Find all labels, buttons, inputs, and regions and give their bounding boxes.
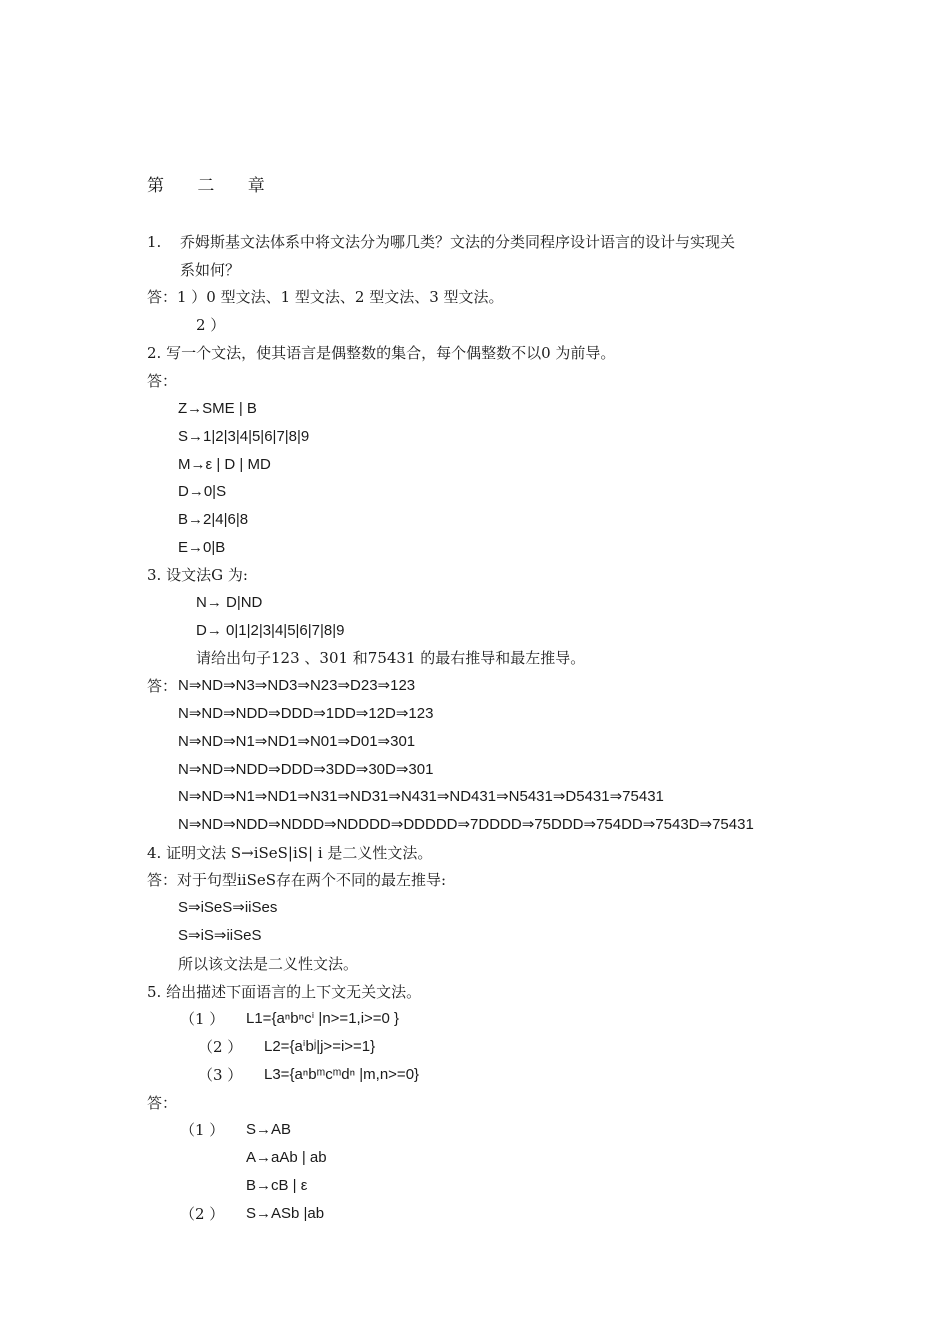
q4-derivation-2: S⇒iS⇒iiSeS	[178, 927, 262, 944]
q3-derivation: N⇒ND⇒N1⇒ND1⇒N01⇒D01⇒301	[178, 733, 416, 750]
q5-answer1-rule: B→cB | ε	[246, 1177, 308, 1194]
q3-derivation: N⇒ND⇒NDD⇒DDD⇒1DD⇒12D⇒123	[178, 705, 434, 722]
q4-conclusion: 所以该文法是二义性文法。	[178, 955, 359, 973]
q4-answer: 答：对于句型iiSeS存在两个不同的最左推导:	[147, 871, 447, 889]
q3-ask: 请给出句子123 、301 和75431 的最右推导和最左推导。	[196, 649, 586, 667]
q5-answer1-rule: S→AB	[246, 1121, 292, 1138]
q5-language-label: （3 ）	[198, 1066, 243, 1084]
q5-language: L2={aⁱbʲ|j>=i>=1}	[264, 1038, 376, 1055]
q1-number: 1.	[147, 233, 162, 251]
q5-answer1-label: （1 ）	[180, 1121, 225, 1139]
q2-rule: D→0|S	[178, 483, 227, 500]
q2-rule: S→1|2|3|4|5|6|7|8|9	[178, 428, 310, 445]
q3-derivation: N⇒ND⇒NDD⇒NDDD⇒NDDDD⇒DDDDD⇒7DDDD⇒75DDD⇒754DD⇒7543D⇒75431	[178, 816, 754, 833]
q5-language: L1={aⁿbⁿcⁱ |n>=1,i>=0 }	[246, 1010, 400, 1027]
q3-rule: D→ 0|1|2|3|4|5|6|7|8|9	[196, 622, 345, 639]
q2-answer-label: 答：	[147, 372, 178, 390]
q2-rule: E→0|B	[178, 539, 226, 556]
q3-derivation: N⇒ND⇒N3⇒ND3⇒N23⇒D23⇒123	[178, 677, 416, 694]
q2-rule: Z→SME | B	[178, 400, 257, 417]
q5-answer-label: 答：	[147, 1094, 178, 1112]
q1-answer-line1: 答：1 ）0 型文法、1 型文法、2 型文法、3 型文法。	[147, 288, 504, 306]
q2-question: 2. 写一个文法，使其语言是偶整数的集合，每个偶整数不以0 为前导。	[147, 344, 616, 362]
q2-rule: M→ε | D | MD	[178, 456, 271, 473]
q3-derivation: N⇒ND⇒N1⇒ND1⇒N31⇒ND31⇒N431⇒ND431⇒N5431⇒D5431⇒75431	[178, 788, 664, 805]
q5-answer1-rule: A→aAb | ab	[246, 1149, 327, 1166]
q3-derivation: N⇒ND⇒NDD⇒DDD⇒3DD⇒30D⇒301	[178, 761, 434, 778]
q3-rule: N→ D|ND	[196, 594, 263, 611]
q2-rule: B→2|4|6|8	[178, 511, 249, 528]
q4-derivation-1: S⇒iSeS⇒iiSes	[178, 899, 278, 916]
q4-question: 4. 证明文法 S→iSeS|iS| i 是二义性文法。	[147, 844, 433, 862]
q5-language-label: （1 ）	[180, 1010, 225, 1028]
q5-question: 5. 给出描述下面语言的上下文无关文法。	[147, 983, 422, 1001]
q3-question: 3. 设文法G 为:	[147, 566, 248, 584]
q1-answer-line2: 2 ）	[196, 316, 226, 334]
q5-answer2-rule: S→ASb |ab	[246, 1205, 325, 1222]
q1-text-line1: 乔姆斯基文法体系中将文法分为哪几类？文法的分类同程序设计语言的设计与实现关	[180, 233, 736, 251]
q5-language-label: （2 ）	[198, 1038, 243, 1056]
q5-language: L3={aⁿbᵐcᵐdⁿ |m,n>=0}	[264, 1066, 420, 1083]
q1-text-line2: 系如何？	[180, 261, 241, 279]
chapter-heading: 第 二 章	[147, 176, 279, 196]
q5-answer2-label: （2 ）	[180, 1205, 225, 1223]
q3-answer-label: 答：	[147, 677, 178, 695]
